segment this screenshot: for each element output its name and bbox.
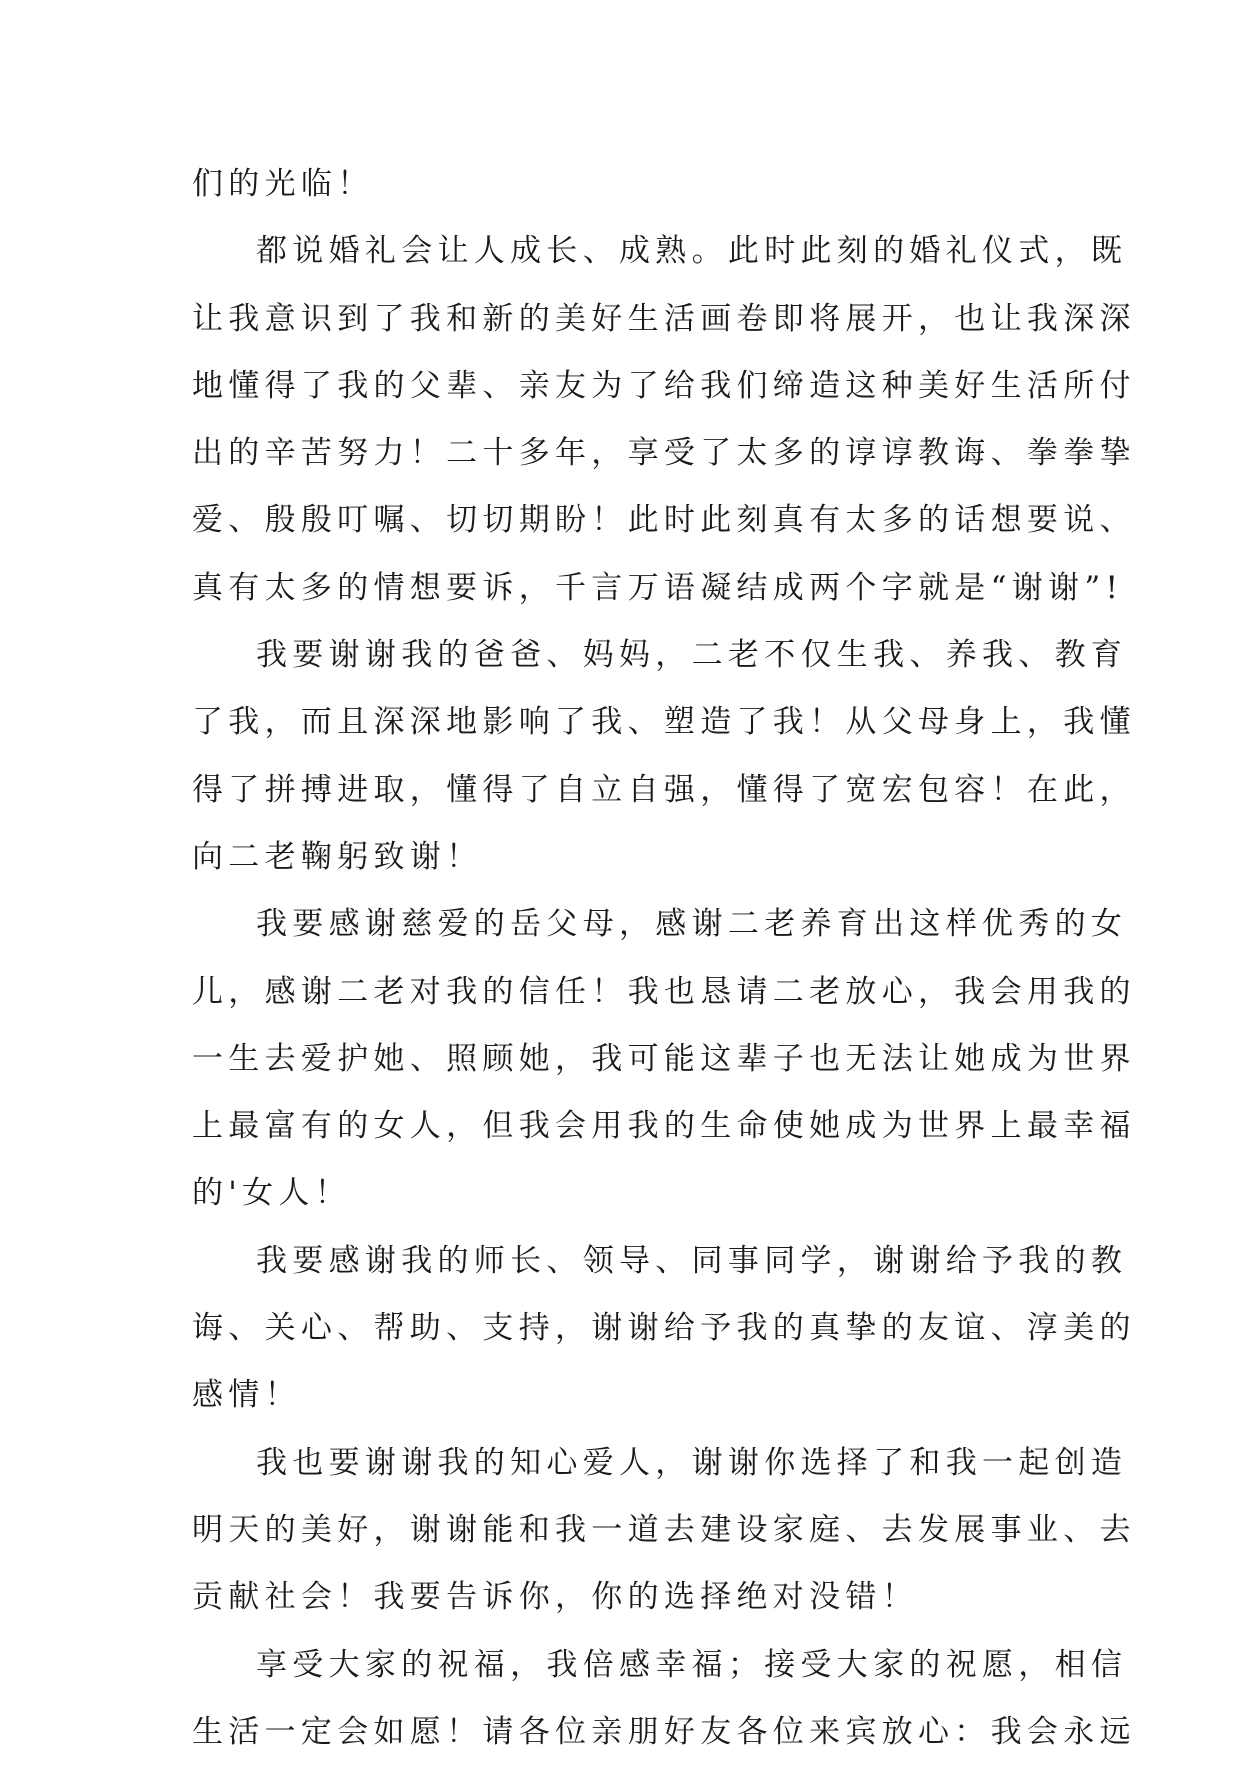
text-line: 儿，感谢二老对我的信任！我也恳请二老放心，我会用我的 (192, 973, 1136, 1010)
paragraph-first-line: 我也要谢谢我的知心爱人，谢谢你选择了和我一起创造 (256, 1444, 1128, 1481)
text-line: 真有太多的情想要诉，千言万语凝结成两个字就是“谢谢”! (192, 569, 1124, 606)
text-line: 上最富有的女人，但我会用我的生命使她成为世界上最幸福 (192, 1108, 1136, 1145)
text-line: 贡献社会！我要告诉你，你的选择绝对没错！ (192, 1579, 918, 1616)
paragraph-first-line: 享受大家的祝福，我倍感幸福；接受大家的祝愿，相信 (256, 1646, 1128, 1683)
paragraph-first-line: 我要感谢我的师长、领导、同事同学，谢谢给予我的教 (256, 1242, 1128, 1279)
text-line: 诲、关心、帮助、支持，谢谢给予我的真挚的友谊、淳美的 (192, 1310, 1136, 1347)
text-line: 出的辛苦努力！二十多年，享受了太多的谆谆教诲、拳拳挚 (192, 435, 1136, 472)
text-line: 们的光临！ (192, 166, 374, 202)
text-line: 的'女人！ (192, 1175, 352, 1212)
text-line: 地懂得了我的父辈、亲友为了给我们缔造这种美好生活所付 (192, 367, 1136, 404)
text-line: 明天的美好，谢谢能和我一道去建设家庭、去发展事业、去 (192, 1511, 1136, 1548)
paragraph-first-line: 我要感谢慈爱的岳父母，感谢二老养育出这样优秀的女 (256, 906, 1128, 943)
paragraph-first-line: 都说婚礼会让人成长、成熟。此时此刻的婚礼仪式，既 (256, 233, 1128, 270)
paragraph-first-line: 我要谢谢我的爸爸、妈妈，二老不仅生我、养我、教育 (256, 637, 1128, 674)
text-line: 感情！ (192, 1377, 301, 1414)
text-line: 了我，而且深深地影响了我、塑造了我！从父母身上，我懂 (192, 704, 1136, 741)
text-line: 爱、殷殷叮嘱、切切期盼！此时此刻真有太多的话想要说、 (192, 502, 1136, 539)
text-line: 向二老鞠躬致谢！ (192, 838, 483, 875)
text-line: 生活一定会如愿！请各位亲朋好友各位来宾放心：我会永远 (192, 1713, 1136, 1750)
text-line: 一生去爱护她、照顾她，我可能这辈子也无法让她成为世界 (192, 1040, 1136, 1077)
document-body (192, 160, 1136, 1775)
text-line: 让我意识到了我和新的美好生活画卷即将展开，也让我深深 (192, 300, 1136, 337)
text-line: 得了拼搏进取，懂得了自立自强，懂得了宽宏包容！在此， (192, 771, 1136, 808)
